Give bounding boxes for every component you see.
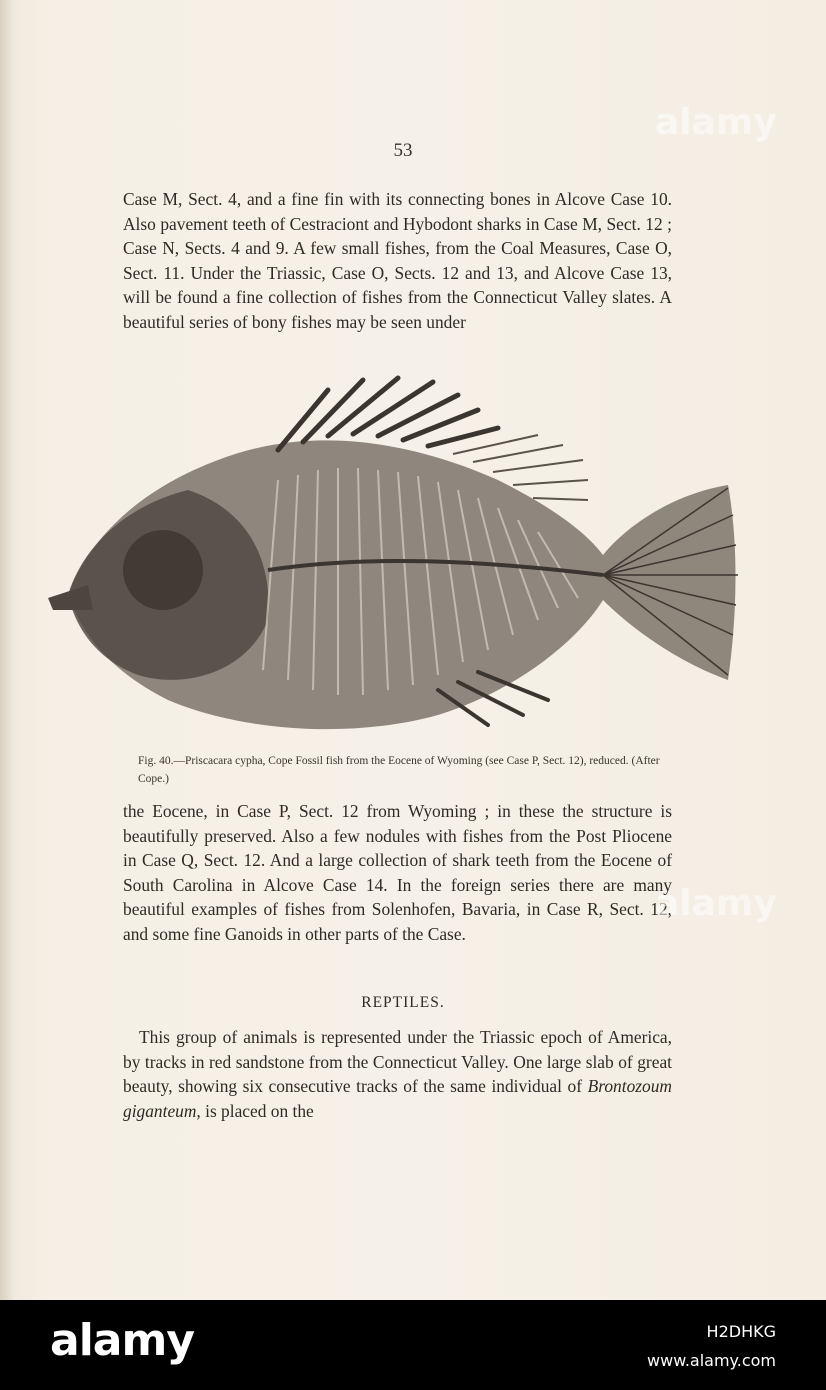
- reptiles-paragraph: [123, 1025, 672, 1123]
- top-paragraph: [123, 187, 672, 335]
- page-edge-shadow: [0, 0, 14, 1300]
- fossil-fish-figure: [48, 370, 748, 750]
- footer-logo: alamy: [50, 1315, 194, 1366]
- reptiles-text-part-1: This group of animals is represented under the Triassic epoch of America, by tracks in red sandstone from the Connecticut Valley. One large slab of great beauty, showing six consecutive tracks of the same individual of: [123, 1027, 672, 1097]
- reptiles-text-part-2: is placed on the: [200, 1100, 314, 1121]
- top-paragraph-text: Case M, Sect. 4, and a fine fin with its connecting bones in Alcove Case 10. Also pavement teeth of Cestraciont and Hybodont sharks in Case M, Sect. 12 ; Case N, Sects. 4 and 9. A few small fishes, from the Coal Measures, Case O, Sect. 11. Under the Triassic, Case O, Sects. 12 and 13, and Alcove Case 13, will be found a fine collection of fishes from the Connecticut Valley slates. A beautiful series of bony fishes may be seen under: [123, 189, 672, 332]
- species-name: Brontozoum giganteum,: [123, 1076, 672, 1121]
- footer-url: www.alamy.com: [647, 1351, 776, 1370]
- watermark-middle: alamy: [655, 883, 777, 924]
- fossil-fish-illustration: [48, 370, 748, 750]
- footer-image-id: H2DHKG: [706, 1322, 776, 1341]
- middle-paragraph-text: the Eocene, in Case P, Sect. 12 from Wyoming ; in these the structure is beautifully preserved. Also a few nodules with fishes from the Post Pliocene in Case Q, Sect. 12. And a large collection of shark teeth from the Eocene of South Carolina in Alcove Case 14. In the foreign series there are many beautiful examples of fishes from Solenhofen, Bavaria, in Case R, Sect. 12, and some fine Ganoids in other parts of the Case.: [123, 801, 672, 944]
- figure-caption: Fig. 40.—Priscacara cypha, Cope Fossil fish from the Eocene of Wyoming (see Case P, Sect. 12), reduced. (After Cope.): [138, 755, 660, 785]
- reptiles-paragraph-text: [123, 1025, 672, 1123]
- watermark-top: alamy: [655, 102, 777, 143]
- page-number: 53: [393, 140, 413, 161]
- middle-paragraph: [123, 799, 672, 947]
- section-heading: REPTILES.: [361, 994, 445, 1011]
